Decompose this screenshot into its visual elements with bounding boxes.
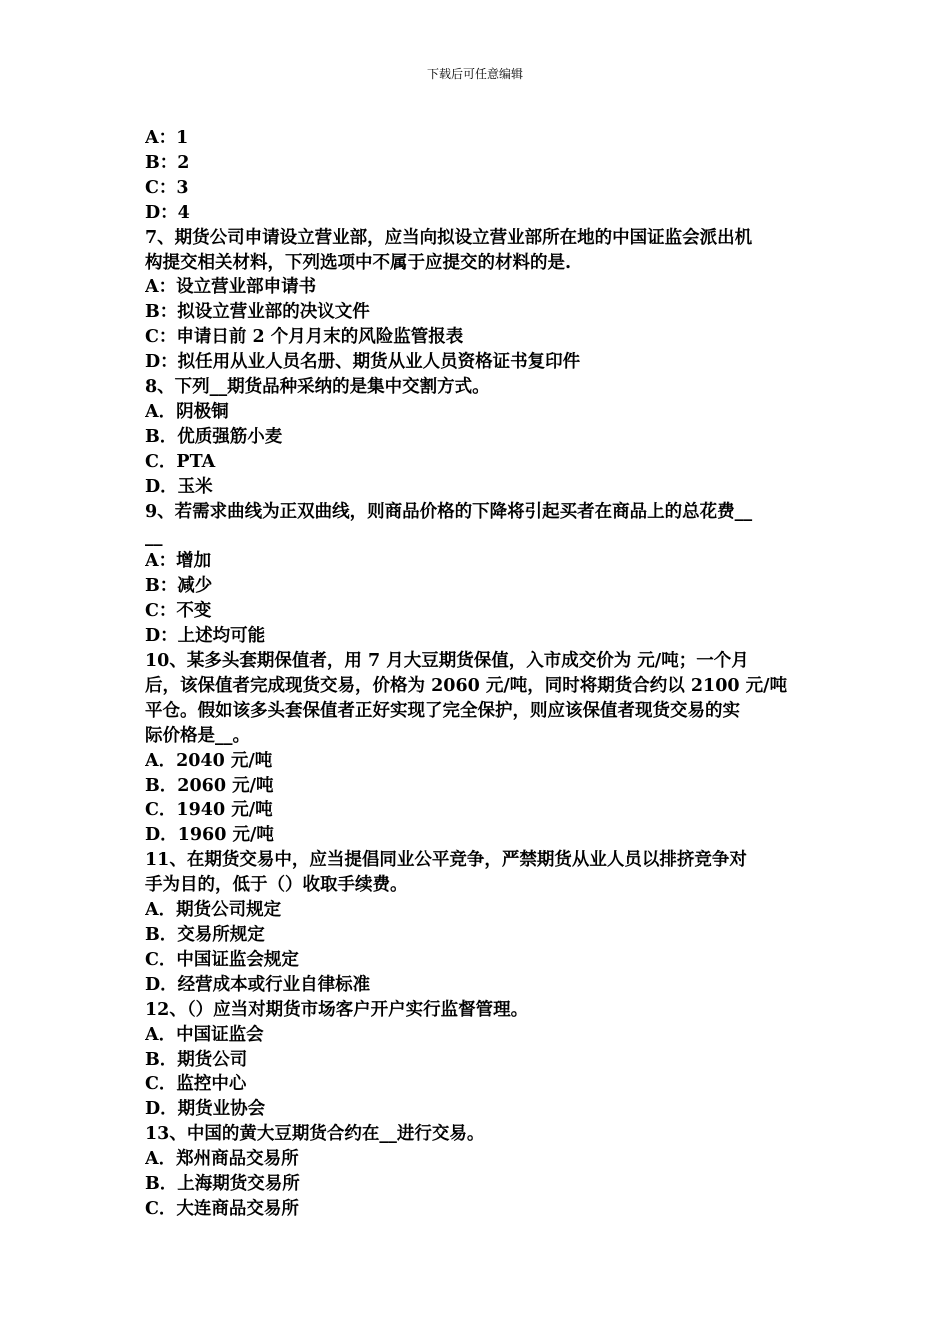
option-c: C．大连商品交易所 [145, 1198, 299, 1219]
option-d: D．玉米 [145, 476, 213, 497]
question-13: 13、中国的黄大豆期货合约在__进行交易。 [145, 1124, 485, 1145]
option-c: C．PTA [145, 451, 216, 472]
question-11: 11、在期货交易中，应当提倡同业公平竞争，严禁期货从业人员以排挤竞争对 [145, 850, 747, 871]
option-c: C．监控中心 [145, 1074, 247, 1095]
option-c: C：3 [145, 177, 189, 198]
option-a: A．阴极铜 [145, 401, 229, 422]
question-12: 12、（）应当对期货市场客户开户实行监督管理。 [145, 999, 529, 1020]
question-7-cont: 构提交相关材料，下列选项中不属于应提交的材料的是. [145, 252, 572, 273]
question-10-cont: 际价格是__。 [145, 725, 250, 746]
document-body [145, 126, 809, 1222]
option-b: B．期货公司 [145, 1049, 248, 1070]
option-a: A．中国证监会 [145, 1024, 264, 1045]
option-b: B．上海期货交易所 [145, 1174, 300, 1195]
option-a: A．郑州商品交易所 [145, 1149, 299, 1170]
option-b: B：2 [145, 152, 190, 173]
option-d: D．经营成本或行业自律标准 [145, 974, 371, 995]
option-b: B：减少 [145, 576, 213, 597]
question-10-cont: 平仓。假如该多头套保值者正好实现了完全保护，则应该保值者现货交易的实 [145, 700, 740, 721]
option-d: D：拟任用从业人员名册、期货从业人员资格证书复印件 [145, 352, 581, 373]
option-a: A：1 [145, 128, 189, 148]
option-a: A：设立营业部申请书 [145, 277, 317, 298]
question-10: 10、某多头套期保值者，用 7 月大豆期货保值，入市成交价为 元/吨；一个月 [145, 651, 749, 672]
option-b: B．交易所规定 [145, 925, 265, 945]
question-9: 9、若需求曲线为正双曲线，则商品价格的下降将引起买者在商品上的总花费__ [145, 501, 753, 522]
question-11-cont: 手为目的，低于（）收取手续费。 [145, 875, 408, 896]
option-c: C．1940 元/吨 [145, 800, 273, 821]
option-d: D：4 [145, 202, 190, 223]
option-c: C：申请日前 2 个月月末的风险监管报表 [145, 327, 464, 348]
option-c: C．中国证监会规定 [145, 949, 299, 970]
option-d: D：上述均可能 [145, 626, 266, 647]
option-a: A．期货公司规定 [145, 900, 282, 921]
option-a: A：增加 [145, 551, 212, 572]
question-9-cont: __ [145, 526, 163, 547]
option-b: B．优质强筋小麦 [145, 426, 283, 447]
option-d: D．1960 元/吨 [145, 825, 274, 846]
option-d: D．期货业协会 [145, 1099, 266, 1120]
option-c: C：不变 [145, 601, 212, 622]
option-b: B：拟设立营业部的决议文件 [145, 302, 370, 323]
question-8: 8、下列__期货品种采纳的是集中交割方式。 [145, 377, 490, 398]
question-7: 7、期货公司申请设立营业部，应当向拟设立营业部所在地的中国证监会派出机 [145, 227, 753, 248]
question-10-cont: 后，该保值者完成现货交易，价格为 2060 元/吨，同时将期货合约以 2100 元/吨 [145, 675, 788, 696]
option-b: B．2060 元/吨 [145, 775, 274, 796]
page-header: 下载后可任意编辑 [426, 67, 523, 81]
option-a: A．2040 元/吨 [145, 750, 273, 771]
